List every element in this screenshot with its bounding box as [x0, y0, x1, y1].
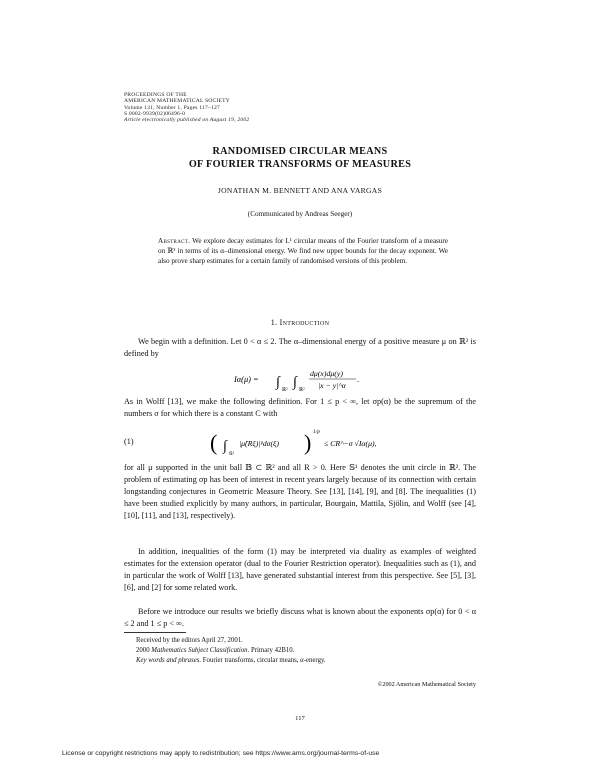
integral-domain-3: 𝕊¹ [229, 452, 235, 457]
keywords-value: Fourier transforms, circular means, α-energy. [201, 657, 326, 664]
communicated-by: (Communicated by Andreas Seeger) [247, 210, 353, 218]
right-paren: ) [304, 430, 312, 455]
section-number: 1. [270, 318, 278, 327]
footnote-msc [136, 646, 476, 656]
authors: JONATHAN M. BENNETT AND ANA VARGAS [217, 186, 383, 195]
paragraph-4: In addition, inequalities of the form (1) may be interpreted via duality as examples of weighted estimates for the extension operator (dual to the Fourier Restriction operator). Inequalities such as (1), and in particular the work of Wolff [13], have generated substantial interest from this perspective. See [5], [3], [6], and [2] for some related work. [124, 547, 476, 592]
equation-number-1: (1) [124, 437, 134, 446]
abstract-text: We explore decay estimates for L¹ circular means of the Fourier transform of a measure on ℝ² in terms of its α–dimensional energy. We find new upper bounds for the decay exponent. We also prove sharp estimates for a certain family of randomised versions of this problem. [158, 237, 448, 265]
integral-sign-3: ∫ [223, 439, 227, 454]
journal-name-line2: AMERICAN MATHEMATICAL SOCIETY [124, 98, 230, 105]
energy-denominator: |x − y|^α [318, 381, 346, 390]
paper-title-line1: RANDOMISED CIRCULAR MEANS [212, 146, 388, 157]
paragraph-5: Before we introduce our results we briefly discuss what is known about the exponents σp(α) for 0 < α ≤ 2 and 1 ≤ p < ∞. [124, 607, 476, 628]
paper-title-line2: OF FOURIER TRANSFORMS OF MEASURES [188, 159, 412, 170]
page-number: 117 [295, 715, 305, 722]
msc-value: Primary 42B10. [249, 647, 295, 654]
volume-info: Volume 131, Number 1, Pages 117–127 [124, 104, 221, 111]
paragraph-3: for all μ supported in the unit ball 𝔹 ⊂ ℝ² and all R > 0. Here 𝕊¹ denotes the unit circle in ℝ². The problem of estimating σp has been of interest in recent years largely because of its connection with certain longstanding conjectures in Geometric Measure Theory. See [13], [14], [9], and [8]. The inequalities (1) have been studied explicitly by many authors, in particular, Bourgain, Mattila, Sjölin, and Wolff (see [4], [10], [11], and [13], respectively). [124, 463, 476, 520]
license-notice: License or copyright restrictions may apply to redistribution; see https://www.ams.org/journal-terms-of-use [62, 750, 380, 757]
journal-name-line1: PROCEEDINGS OF THE [124, 92, 187, 98]
integral-sign-1: ∫ [276, 375, 280, 390]
copyright-notice: ©2002 American Mathematical Society [377, 681, 476, 688]
section-title: Introduction [279, 318, 330, 327]
footnote-rule [124, 632, 186, 633]
msc-prefix: 2000 [136, 647, 152, 654]
issn: S 0002-9939(02)06496-0 [124, 110, 186, 117]
paragraph-2: As in Wolff [13], we make the following definition. For 1 ≤ p < ∞, let σp(α) be the supremum of the numbers σ for which there is a constant C with [124, 397, 476, 418]
energy-lhs: Iα(μ) = [234, 375, 259, 384]
abstract [158, 236, 448, 266]
left-paren: ( [210, 430, 218, 455]
paragraph-1: We begin with a definition. Let 0 < α ≤ 2. The α–dimensional energy of a positive measure μ on ℝ² is defined by [124, 337, 476, 358]
footnote-keywords [136, 656, 476, 666]
publication-date: Article electronically published on August 19, 2002 [124, 117, 250, 124]
eq1-exponent: 1/p [313, 429, 320, 435]
journal-header [124, 92, 249, 123]
energy-equation [230, 362, 390, 396]
eq1-rhs: ≤ CR^−σ √Iα(μ), [324, 439, 377, 448]
energy-numerator: dμ(x)dμ(y) [310, 369, 343, 378]
keywords-label: Key words and phrases. [136, 657, 202, 664]
section-heading [0, 318, 600, 327]
energy-period: . [357, 375, 359, 384]
footnote-received: Received by the editors April 27, 2001. [136, 637, 243, 644]
equation-1 [210, 424, 410, 460]
msc-label: Mathematics Subject Classification. [151, 647, 250, 654]
abstract-label: Abstract. [158, 237, 191, 245]
integral-domain-2: ℝ² [299, 388, 305, 393]
integral-sign-2: ∫ [293, 375, 297, 390]
eq1-integrand: |μ̂(Rξ)|ᵖdσ(ξ) [239, 439, 279, 448]
integral-domain-1: ℝ² [282, 388, 288, 393]
